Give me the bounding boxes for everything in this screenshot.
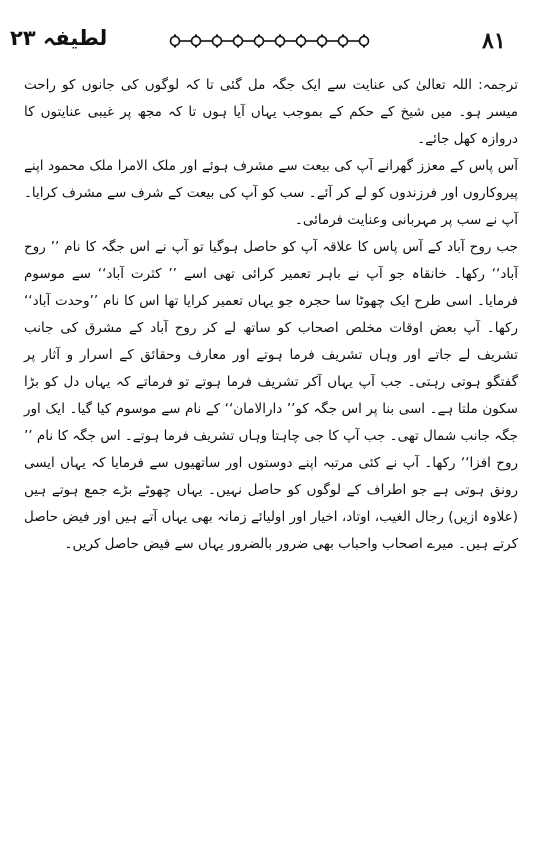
paragraph-allegiance: آس پاس کے معزز گھرانے آپ کی بیعت سے مشرف ہوئے اور ملک الامرا ملک محمود اپنے پیروکاروں اور فرزندوں کو لے کر آئے۔ سب کو آپ کی بیعت کے شرف سے مشرف کرایا۔ آپ نے سب پر مہربانی وعنایت فرمائی۔ bbox=[24, 158, 518, 228]
page-header bbox=[0, 22, 540, 62]
page-number: ۸۱ bbox=[482, 28, 506, 54]
chapter-title: لطیفہ ۲۳ bbox=[10, 26, 108, 50]
page-body bbox=[24, 72, 518, 558]
paragraph-translation: ترجمہ: اللہ تعالیٰ کی عنایت سے ایک جگہ مل گئی تا کہ لوگوں کی جانوں کو راحت میسر ہو۔ میں شیخ کے حکم کے بموجب یہاں آیا ہوں تا کہ مجھ پر غیبی عنایتوں کا دروازہ کھل جائے۔ bbox=[24, 77, 518, 147]
ornament-divider bbox=[168, 34, 378, 48]
paragraph-ruh-abad: جب روح آباد کے آس پاس کا علاقہ آپ کو حاصل ہوگیا تو آپ نے اس جگہ کا نام ’’ روح آباد‘‘ رکھا۔ خانقاہ جو آپ نے باہر تعمیر کرائی تھی اسے ’’ کثرت آباد‘‘ سے موسوم فرمایا۔ اسی طرح ایک چھوٹا سا حجرہ جو یہاں تعمیر کرایا تھا اس کا نام ’’وحدت آباد‘‘ رکھا۔ آپ بعض اوقات مخلص اصحاب کو ساتھ لے کر روح آباد کے مشرق کی جانب تشریف لے جاتے اور وہاں تشریف فرما ہوتے اور معارف وحقائق کے اسرار و آثار پر گفتگو ہوتی رہتی۔ جب آپ یہاں آکر تشریف فرما ہوتے تو فرماتے کہ یہاں دل کو بڑا سکون ملتا ہے۔ اسی بنا پر اس جگہ کو’’ دارالامان‘‘ کے نام سے موسوم کیا گیا۔ ایک اور جگہ جانب شمال تھی۔ جب آپ کا جی چاہتا وہاں تشریف فرما ہوتے۔ اس جگہ کا نام ’’ روح افزا‘‘ رکھا۔ آپ نے کئی مرتبہ اپنے دوستوں اور ساتھیوں سے فرمایا کہ یہاں ایسی رونق ہوتی ہے جو اطراف کے لوگوں کو حاصل نہیں۔ یہاں چھوٹے بڑے جمع ہوتے ہیں (علاوہ ازیں) رجال الغیب، اوتاد، اخیار اور اولیائے زمانہ بھی یہاں آتے ہیں اور فیض حاصل کرتے ہیں۔ میرے اصحاب واحباب بھی ضرور بالضرور یہاں سے فیض حاصل کریں۔ bbox=[24, 239, 518, 552]
